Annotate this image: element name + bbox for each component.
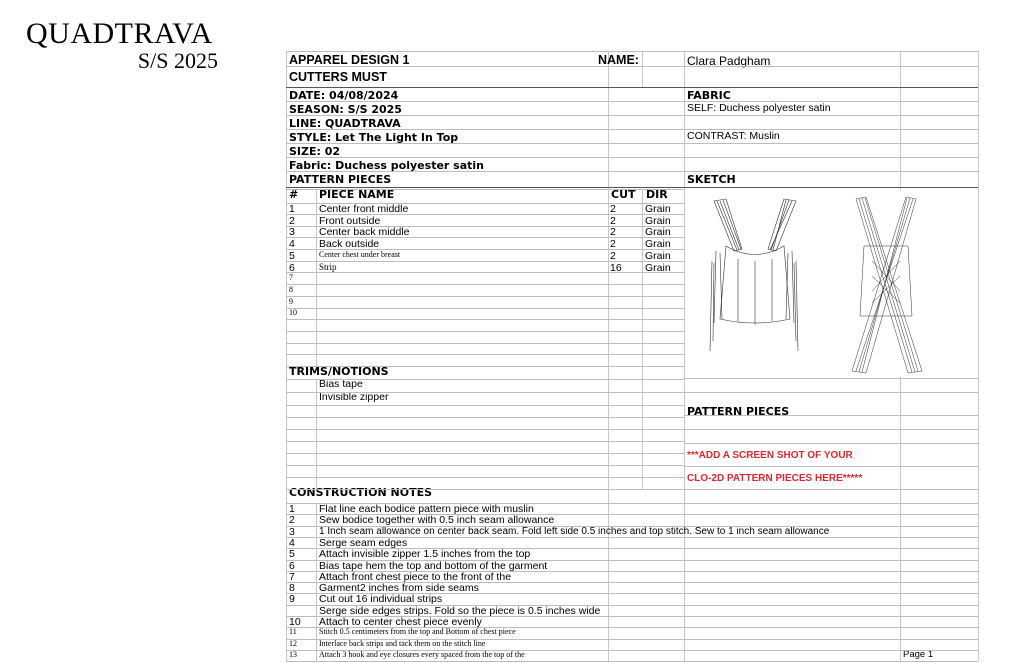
piece-dir: Grain <box>645 250 671 262</box>
note-number: 8 <box>289 582 295 594</box>
note-text: Sew bodice together with 0.5 inch seam allowance <box>319 514 555 526</box>
brand-name: QUADTRAVA <box>26 17 213 50</box>
size-field: SIZE: 02 <box>289 145 341 158</box>
course-title: APPAREL DESIGN 1 <box>289 53 410 67</box>
note-text: Serge side edges strips. Fold so the piece is 0.5 inches wide <box>319 605 601 617</box>
note-number: 6 <box>289 560 295 572</box>
piece-name: Center chest under breast <box>319 250 401 259</box>
note-number: 9 <box>289 593 295 605</box>
line-field: LINE: QUADTRAVA <box>289 117 401 130</box>
note-text: Attach front chest piece to the front of the <box>319 571 512 583</box>
piece-cut: 16 <box>610 262 622 274</box>
pattern-panel-note-1: ***ADD A SCREEN SHOT OF YOUR <box>687 450 853 461</box>
note-number: 12 <box>289 639 297 648</box>
piece-dir: Grain <box>645 238 671 250</box>
piece-number: 1 <box>289 203 295 215</box>
piece-name: Front outside <box>319 215 381 227</box>
note-text: 1 Inch seam allowance on center back seam. Fold left side 0.5 inches and top stitch. Sew to 1 inch seam allowance <box>319 526 830 537</box>
note-number: 1 <box>289 503 295 515</box>
note-number: 10 <box>289 616 301 628</box>
piece-cut: 2 <box>610 215 616 227</box>
note-number: 2 <box>289 514 295 526</box>
piece-cut: 2 <box>610 250 616 262</box>
note-number: 3 <box>289 526 295 538</box>
note-text: Attach invisible zipper 1.5 inches from the top <box>319 548 531 560</box>
trim-item: Invisible zipper <box>319 391 389 403</box>
col-piece-name-header: PIECE NAME <box>319 188 395 201</box>
note-text: Interlace back strips and tack them on the stitch line <box>319 639 486 648</box>
piece-dir: Grain <box>645 262 671 274</box>
piece-cut: 2 <box>610 238 616 250</box>
piece-number: 3 <box>289 226 295 238</box>
col-cut-header: CUT <box>611 188 636 201</box>
note-text: Flat line each bodice pattern piece with muslin <box>319 503 534 515</box>
brand-logo <box>26 18 222 72</box>
date-field: DATE: 04/08/2024 <box>289 89 399 102</box>
fabric-self: SELF: Duchess polyester satin <box>687 102 831 114</box>
note-number: 5 <box>289 548 295 560</box>
piece-cut: 2 <box>610 226 616 238</box>
note-text: Serge seam edges <box>319 537 408 549</box>
note-text: Attach 3 hook and eye closures every spaced from the top of the <box>319 650 525 659</box>
note-number: 4 <box>289 537 295 549</box>
fabric-contrast: CONTRAST: Muslin <box>687 130 780 142</box>
trims-title: TRIMS/NOTIONS <box>289 365 389 378</box>
style-field: STYLE: Let The Light In Top <box>289 131 459 144</box>
note-number: 11 <box>289 627 297 636</box>
piece-cut: 2 <box>610 203 616 215</box>
pattern-pieces-title: PATTERN PIECES <box>289 173 392 186</box>
piece-number: 10 <box>289 308 297 317</box>
pattern-panel-title: PATTERN PIECES <box>687 405 790 418</box>
note-text: Stitch 0.5 centimeters from the top and Bottom of chest piece <box>319 627 516 636</box>
brand-season: S/S 2025 <box>137 48 218 73</box>
note-text: Cut out 16 individual strips <box>319 593 443 605</box>
construction-notes-title: CONSTRUCTION NOTES <box>289 486 433 499</box>
note-number: 7 <box>289 571 295 583</box>
piece-name: Back outside <box>319 238 380 250</box>
cutters-must-sheet <box>286 51 978 661</box>
piece-number: 6 <box>289 262 295 274</box>
piece-name: Center front middle <box>319 203 409 215</box>
name-label: NAME: <box>598 53 639 67</box>
piece-number: 8 <box>289 285 293 294</box>
piece-number: 7 <box>289 273 293 282</box>
pattern-panel-note-2: CLO-2D PATTERN PIECES HERE***** <box>687 473 863 484</box>
fabric-panel-title: FABRIC <box>687 89 731 102</box>
col-num-header: # <box>289 188 299 201</box>
piece-name: Center back middle <box>319 226 410 238</box>
trim-item: Bias tape <box>319 378 363 390</box>
piece-number: 9 <box>289 297 293 306</box>
piece-number: 2 <box>289 215 295 227</box>
piece-number: 4 <box>289 238 295 250</box>
piece-name: Strip <box>319 262 337 272</box>
piece-dir: Grain <box>645 226 671 238</box>
note-text: Bias tape hem the top and bottom of the garment <box>319 560 548 572</box>
sketch-title: SKETCH <box>687 173 736 186</box>
student-name: Clara Padgham <box>687 54 771 68</box>
piece-dir: Grain <box>645 203 671 215</box>
season-field: SEASON: S/S 2025 <box>289 103 402 116</box>
note-text: Attach to center chest piece evenly <box>319 616 482 628</box>
page-number: Page 1 <box>903 649 934 660</box>
fabric-field: Fabric: Duchess polyester satin <box>289 159 484 172</box>
note-text: Garment2 inches from side seams <box>319 582 479 594</box>
piece-dir: Grain <box>645 215 671 227</box>
note-number: 13 <box>289 650 297 659</box>
piece-number: 5 <box>289 250 295 262</box>
cutters-must-title: CUTTERS MUST <box>289 70 387 84</box>
garment-sketch <box>686 191 976 377</box>
col-dir-header: DIR <box>646 188 668 201</box>
